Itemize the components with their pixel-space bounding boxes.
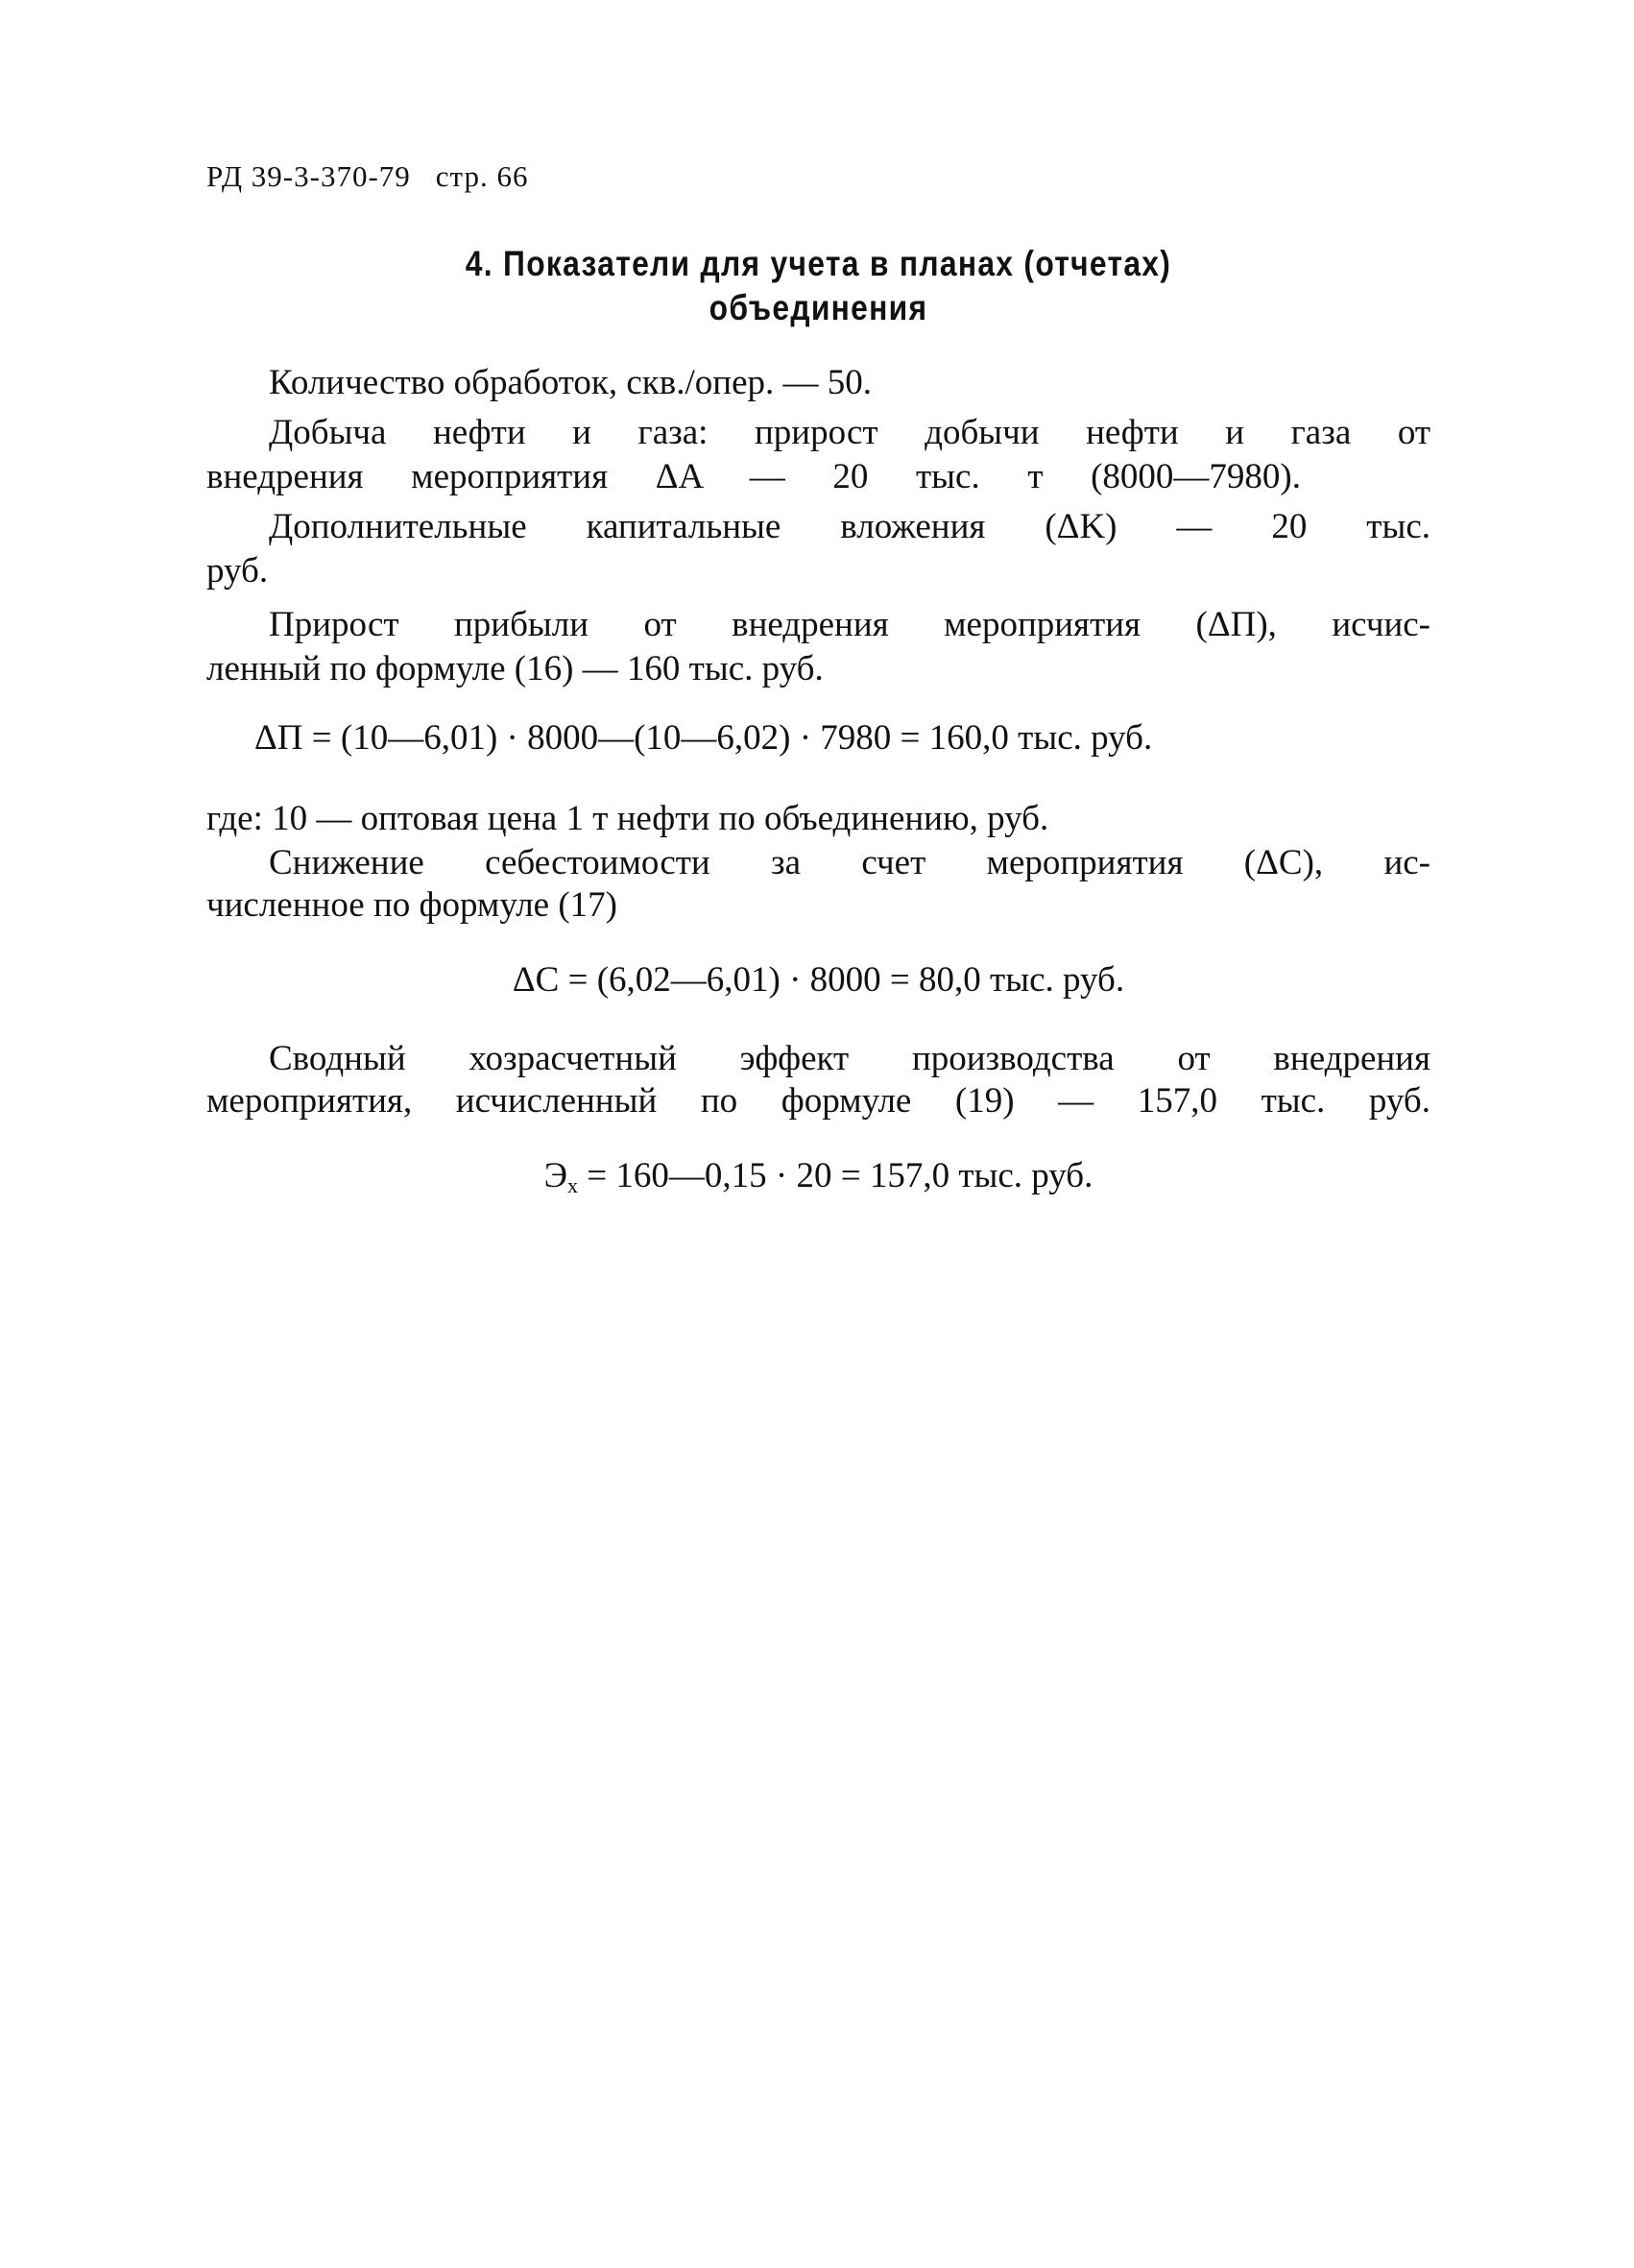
formula-effect-expression: = 160—0,15 · 20 = 157,0 тыс. руб. — [578, 1156, 1093, 1195]
section-title-line-2: объединения — [709, 288, 928, 327]
paragraph-capital-investment-line-2: руб. — [206, 551, 269, 591]
formula-cost-reduction: ΔC = (6,02—6,01) · 8000 = 80,0 тыс. руб. — [512, 960, 1125, 1000]
running-header — [206, 159, 528, 194]
formula-economic-effect — [206, 1154, 1430, 1198]
document-code: РД 39-3-370-79 — [206, 159, 411, 193]
paragraph-cost-reduction-line-1: Снижение себестоимости за счет мероприятия (ΔC), ис- — [269, 843, 1430, 882]
paragraph-profit-growth-line-2: ленный по формуле (16) — 160 тыс. руб. — [206, 649, 824, 688]
paragraph-cost-reduction-line-2: численное по формуле (17) — [206, 885, 617, 925]
paragraph-economic-effect-line-1: Сводный хозрасчетный эффект производства от внедрения — [269, 1039, 1430, 1078]
paragraph-wholesale-price-note: где: 10 — оптовая цена 1 т нефти по объединению, руб. — [206, 799, 1049, 838]
paragraph-production-line-2: внедрения мероприятия ΔA — 20 тыс. т (8000—7980). — [206, 457, 1301, 496]
paragraph-economic-effect-line-2: мероприятия, исчисленный по формуле (19) — 157,0 тыс. руб. — [206, 1081, 1430, 1121]
page-number: стр. 66 — [435, 159, 529, 193]
paragraph-production-line-1: Добыча нефти и газа: прирост добычи нефти и газа от — [269, 413, 1430, 452]
section-title — [292, 242, 1345, 330]
paragraph-profit-growth-line-1: Прирост прибыли от внедрения мероприятия (ΔП), исчис- — [269, 605, 1430, 644]
paragraph-operations-count: Количество обработок, скв./опер. — 50. — [269, 363, 872, 402]
formula-profit-growth: ΔП = (10—6,01) · 8000—(10—6,02) · 7980 = 160,0 тыс. руб. — [254, 718, 1153, 758]
formula-effect-symbol: Э — [543, 1156, 568, 1195]
formula-effect-subscript: х — [567, 1173, 579, 1197]
paragraph-capital-investment-line-1: Дополнительные капитальные вложения (ΔK) — 20 тыс. — [269, 507, 1430, 546]
section-title-line-1: 4. Показатели для учета в планах (отчетах) — [465, 244, 1172, 283]
